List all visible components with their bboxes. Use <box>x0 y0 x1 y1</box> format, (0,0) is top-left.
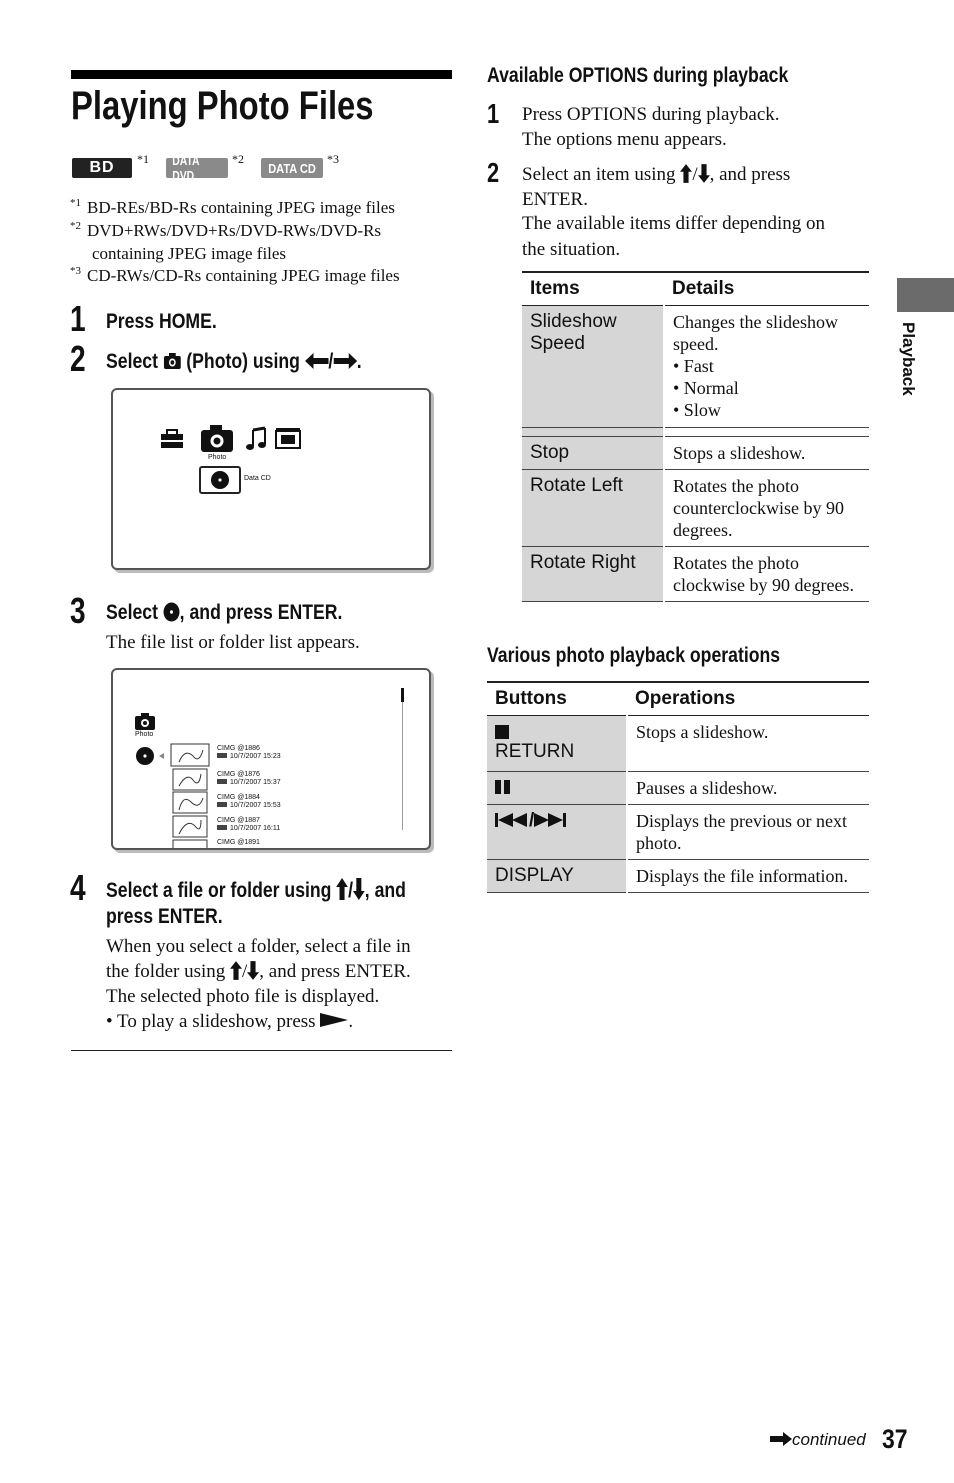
scrollbar-track[interactable] <box>402 702 403 830</box>
file-row-3[interactable]: CIMG @1884 10/7/2007 15:53 <box>217 794 281 809</box>
dvd-footnote-mark: *2 <box>232 152 244 166</box>
up-arrow-icon <box>230 961 242 980</box>
home-menu-screenshot <box>111 388 431 570</box>
disc-icon <box>163 602 180 622</box>
table-row <box>487 772 869 805</box>
option-step-2-line4: the situation. <box>522 239 621 260</box>
step-3-text: Select , and press ENTER. <box>106 601 343 624</box>
step-4-body-1: When you select a folder, select a file in <box>106 936 411 957</box>
file-row-1[interactable]: CIMG @1886 10/7/2007 15:23 <box>217 745 281 760</box>
table-row <box>522 306 869 428</box>
file-row-5[interactable]: CIMG @1891 <box>217 839 260 846</box>
option-step-1-line2: The options menu appears. <box>522 129 727 150</box>
table-row <box>522 437 869 470</box>
right-arrow-icon <box>333 353 357 369</box>
music-category-icon <box>246 428 266 450</box>
details-stop: Stops a slideshow. <box>664 437 869 470</box>
section-side-label: Playback <box>899 322 918 396</box>
pointer-icon <box>159 753 164 759</box>
step-4-text-line1: Select a file or folder using / , and <box>106 879 406 902</box>
disc-icon <box>201 468 239 492</box>
item-rotate-right: Rotate Right <box>522 547 664 602</box>
cd-footnote-mark: *3 <box>327 152 339 166</box>
footnote-1: $^{*1}$ BD-REs/BD-Rs containing JPEG image files <box>70 197 395 217</box>
step-2-text: Select (Photo) using / . <box>106 350 362 373</box>
button-stop-return: RETURN <box>487 716 627 772</box>
footnote-3: $^{*3}$ CD-RWs/CD-Rs containing JPEG image files <box>70 265 400 285</box>
step-2-number: 2 <box>70 338 86 379</box>
option-step-2-number: 2 <box>487 157 500 188</box>
data-cd-label: Data CD <box>244 475 271 482</box>
details-rotate-right: Rotates the photo clockwise by 90 degrees. <box>664 547 869 602</box>
file-row-4[interactable]: CIMG @1887 10/7/2007 16:11 <box>217 817 281 832</box>
table-row <box>487 860 869 893</box>
option-step-2-line1: Select an item using / , and press <box>522 164 791 185</box>
op-stop: Stops a slideshow. <box>627 716 869 772</box>
pause-icon <box>495 780 511 794</box>
settings-toolbox-icon <box>161 430 183 448</box>
table-row <box>522 470 869 547</box>
step-1-number: 1 <box>70 298 86 339</box>
button-display: DISPLAY <box>487 860 627 893</box>
stop-icon <box>495 725 509 739</box>
down-arrow-icon <box>247 961 259 980</box>
step-4-text-line2: press ENTER. <box>106 905 223 928</box>
data-dvd-badge: DATA DVD <box>166 158 228 178</box>
option-step-1-number: 1 <box>487 98 500 129</box>
details-rotate-left: Rotates the photo counterclockwise by 90 degrees. <box>664 470 869 547</box>
details-slideshow-speed: Changes the slideshow speed. • Fast • Normal • Slow <box>664 306 869 428</box>
step-4-body-4: • To play a slideshow, press . <box>106 1011 354 1032</box>
bd-footnote-mark: *1 <box>137 152 149 166</box>
table-row <box>487 716 869 772</box>
button-prev-next: / <box>487 805 627 860</box>
item-rotate-left: Rotate Left <box>522 470 664 547</box>
title-rule <box>71 70 452 79</box>
photo-category-icon <box>135 713 155 730</box>
items-header: Items <box>522 272 664 306</box>
option-step-1-line1: Press OPTIONS during playback. <box>522 104 780 125</box>
page-number: 37 <box>882 1424 908 1454</box>
scrollbar-thumb[interactable] <box>401 688 404 702</box>
down-arrow-icon <box>698 164 710 183</box>
operations-table <box>487 681 869 893</box>
footnote-2-cont: containing JPEG image files <box>92 244 287 263</box>
data-cd-item[interactable] <box>199 466 241 494</box>
option-step-2-line3: The available items differ depending on <box>522 213 826 234</box>
table-row <box>522 547 869 602</box>
step-4-body-2: the folder using / , and press ENTER. <box>106 961 411 982</box>
arrow-right-icon <box>770 1432 792 1446</box>
video-category-icon <box>276 428 300 448</box>
bd-badge: BD <box>72 158 132 178</box>
disc-icon <box>136 747 154 765</box>
section-side-tab <box>897 278 954 312</box>
operations-heading: Various photo playback operations <box>487 644 781 667</box>
up-arrow-icon <box>680 164 692 183</box>
play-icon <box>320 1013 348 1027</box>
thumbnail-column <box>171 744 209 848</box>
op-display: Displays the file information. <box>627 860 869 893</box>
file-row-2[interactable]: CIMG @1876 10/7/2007 15:37 <box>217 771 281 786</box>
footnote-2: $^{*2}$ DVD+RWs/DVD+Rs/DVD-RWs/DVD-Rs <box>70 220 382 240</box>
step-1-text: Press HOME. <box>106 310 217 333</box>
options-table <box>522 271 869 602</box>
left-arrow-icon <box>305 353 329 369</box>
item-stop: Stop <box>522 437 664 470</box>
photo-label: Photo <box>208 454 227 461</box>
step-3-body: The file list or folder list appears. <box>106 632 360 653</box>
op-pause: Pauses a slideshow. <box>627 772 869 805</box>
file-list-screenshot <box>111 668 431 850</box>
data-cd-badge: DATA CD <box>261 158 323 178</box>
page-title: Playing Photo Files <box>71 84 374 128</box>
item-slideshow-speed: Slideshow Speed <box>522 306 664 428</box>
table-row <box>487 805 869 860</box>
up-arrow-icon <box>336 878 348 900</box>
camera-icon <box>163 352 181 370</box>
photo-label: Photo <box>135 731 154 738</box>
op-prev-next: Displays the previous or next photo. <box>627 805 869 860</box>
section-end-rule <box>71 1050 452 1051</box>
next-icon <box>534 813 568 827</box>
continued-note: continued <box>770 1430 866 1450</box>
step-4-body-3: The selected photo file is displayed. <box>106 986 380 1007</box>
operations-header: Operations <box>627 682 869 716</box>
options-heading: Available OPTIONS during playback <box>487 64 789 87</box>
details-header: Details <box>664 272 869 306</box>
buttons-header: Buttons <box>487 682 627 716</box>
option-step-2-line2: ENTER. <box>522 189 588 210</box>
previous-icon <box>495 813 529 827</box>
button-pause <box>487 772 627 805</box>
step-4-number: 4 <box>70 867 86 908</box>
step-3-number: 3 <box>70 590 86 631</box>
down-arrow-icon <box>353 878 365 900</box>
photo-category-icon <box>201 425 233 452</box>
